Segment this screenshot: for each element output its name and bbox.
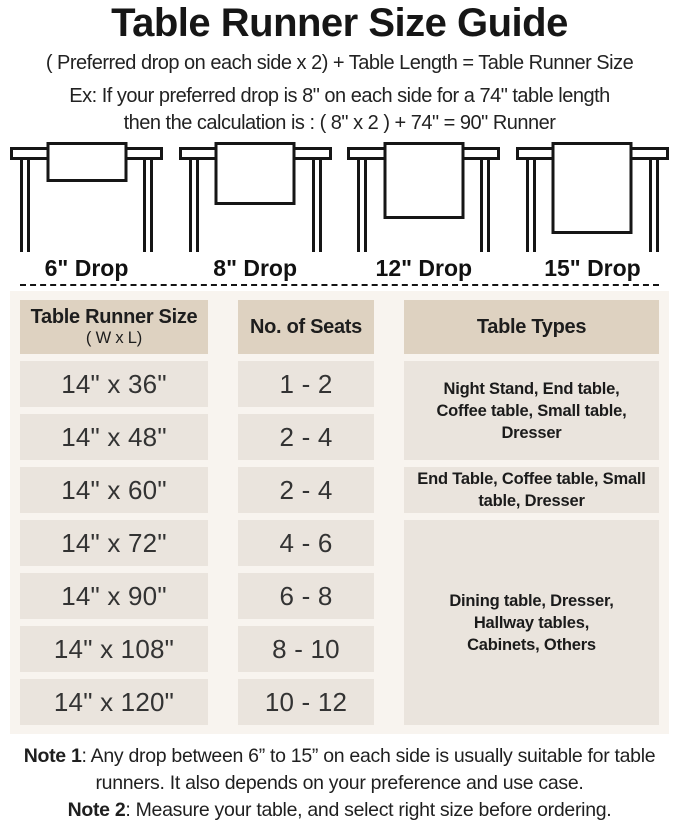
header-cell-seats bbox=[238, 300, 374, 354]
runner-shape bbox=[215, 142, 296, 205]
drop-label: 12" Drop bbox=[375, 255, 473, 282]
diagram-8in-drop bbox=[179, 142, 332, 281]
table-leg-left bbox=[526, 158, 536, 252]
size-cell: 14" x 60" bbox=[20, 467, 208, 513]
runner-shape bbox=[383, 142, 464, 219]
table-leg-right bbox=[143, 158, 153, 252]
seats-cell: 2 - 4 bbox=[238, 414, 374, 460]
note-1 bbox=[4, 743, 675, 797]
example-line-2: then the calculation is : ( 8" x 2 ) + 74" = 90" Runner bbox=[123, 112, 556, 135]
note-2 bbox=[4, 797, 675, 824]
seats-cell: 2 - 4 bbox=[238, 467, 374, 513]
table-leg-right bbox=[649, 158, 659, 252]
runner-shape bbox=[46, 142, 127, 182]
example-line-1: Ex: If your preferred drop is 8" on each side for a 74" table length bbox=[69, 85, 610, 108]
table-types-text: Dining table, Dresser, Hallway tables, Cabinets, Others bbox=[449, 591, 614, 654]
column-title: Table Runner Size bbox=[30, 306, 198, 329]
seats-cell: 10 - 12 bbox=[238, 679, 374, 725]
header-cell-table-types bbox=[404, 300, 659, 354]
size-guide-table bbox=[10, 291, 669, 734]
table-runner-size-guide-page bbox=[0, 2, 679, 828]
table-illustration bbox=[10, 142, 163, 252]
size-cell: 14" x 36" bbox=[20, 361, 208, 407]
dashed-divider bbox=[20, 284, 659, 286]
table-leg-left bbox=[357, 158, 367, 252]
drop-diagrams-row bbox=[0, 142, 679, 281]
formula-text: ( Preferred drop on each side x 2) + Table Length = Table Runner Size bbox=[45, 52, 634, 75]
drop-label: 8" Drop bbox=[213, 255, 298, 282]
column-title: Table Types bbox=[476, 315, 587, 338]
size-cell: 14" x 48" bbox=[20, 414, 208, 460]
table-types-cell bbox=[404, 467, 659, 513]
runner-shape bbox=[552, 142, 633, 234]
size-cell: 14" x 120" bbox=[20, 679, 208, 725]
seats-cell: 1 - 2 bbox=[238, 361, 374, 407]
table-illustration bbox=[347, 142, 500, 252]
table-types-cell bbox=[404, 520, 659, 725]
note-2-text: : Measure your table, and select right size before ordering. bbox=[125, 799, 612, 822]
size-cell: 14" x 90" bbox=[20, 573, 208, 619]
page-title: Table Runner Size Guide bbox=[111, 1, 568, 45]
table-types-text: Night Stand, End table, Coffee table, Small table, Dresser bbox=[436, 379, 627, 442]
note-1-label: Note 1 bbox=[23, 745, 82, 768]
seats-cell: 8 - 10 bbox=[238, 626, 374, 672]
table-leg-left bbox=[189, 158, 199, 252]
column-subtitle: ( W x L) bbox=[85, 329, 143, 348]
notes-section bbox=[4, 743, 675, 824]
table-leg-right bbox=[312, 158, 322, 252]
table-leg-right bbox=[480, 158, 490, 252]
table-illustration bbox=[179, 142, 332, 252]
size-cell: 14" x 108" bbox=[20, 626, 208, 672]
size-cell: 14" x 72" bbox=[20, 520, 208, 566]
diagram-6in-drop bbox=[10, 142, 163, 281]
diagram-15in-drop bbox=[516, 142, 669, 281]
column-title: No. of Seats bbox=[250, 315, 362, 338]
table-types-text: End Table, Coffee table, Small table, Dresser bbox=[417, 470, 646, 511]
drop-label: 6" Drop bbox=[44, 255, 129, 282]
drop-label: 15" Drop bbox=[544, 255, 641, 282]
table-illustration bbox=[516, 142, 669, 252]
note-2-label: Note 2 bbox=[67, 799, 126, 822]
header-cell-runner-size bbox=[20, 300, 208, 354]
table-types-cell bbox=[404, 361, 659, 460]
diagram-12in-drop bbox=[347, 142, 500, 281]
seats-cell: 4 - 6 bbox=[238, 520, 374, 566]
note-1-text: : Any drop between 6” to 15” on each side is usually suitable for table runners. It also depends on your preference and use case. bbox=[81, 745, 656, 795]
table-leg-left bbox=[20, 158, 30, 252]
seats-cell: 6 - 8 bbox=[238, 573, 374, 619]
